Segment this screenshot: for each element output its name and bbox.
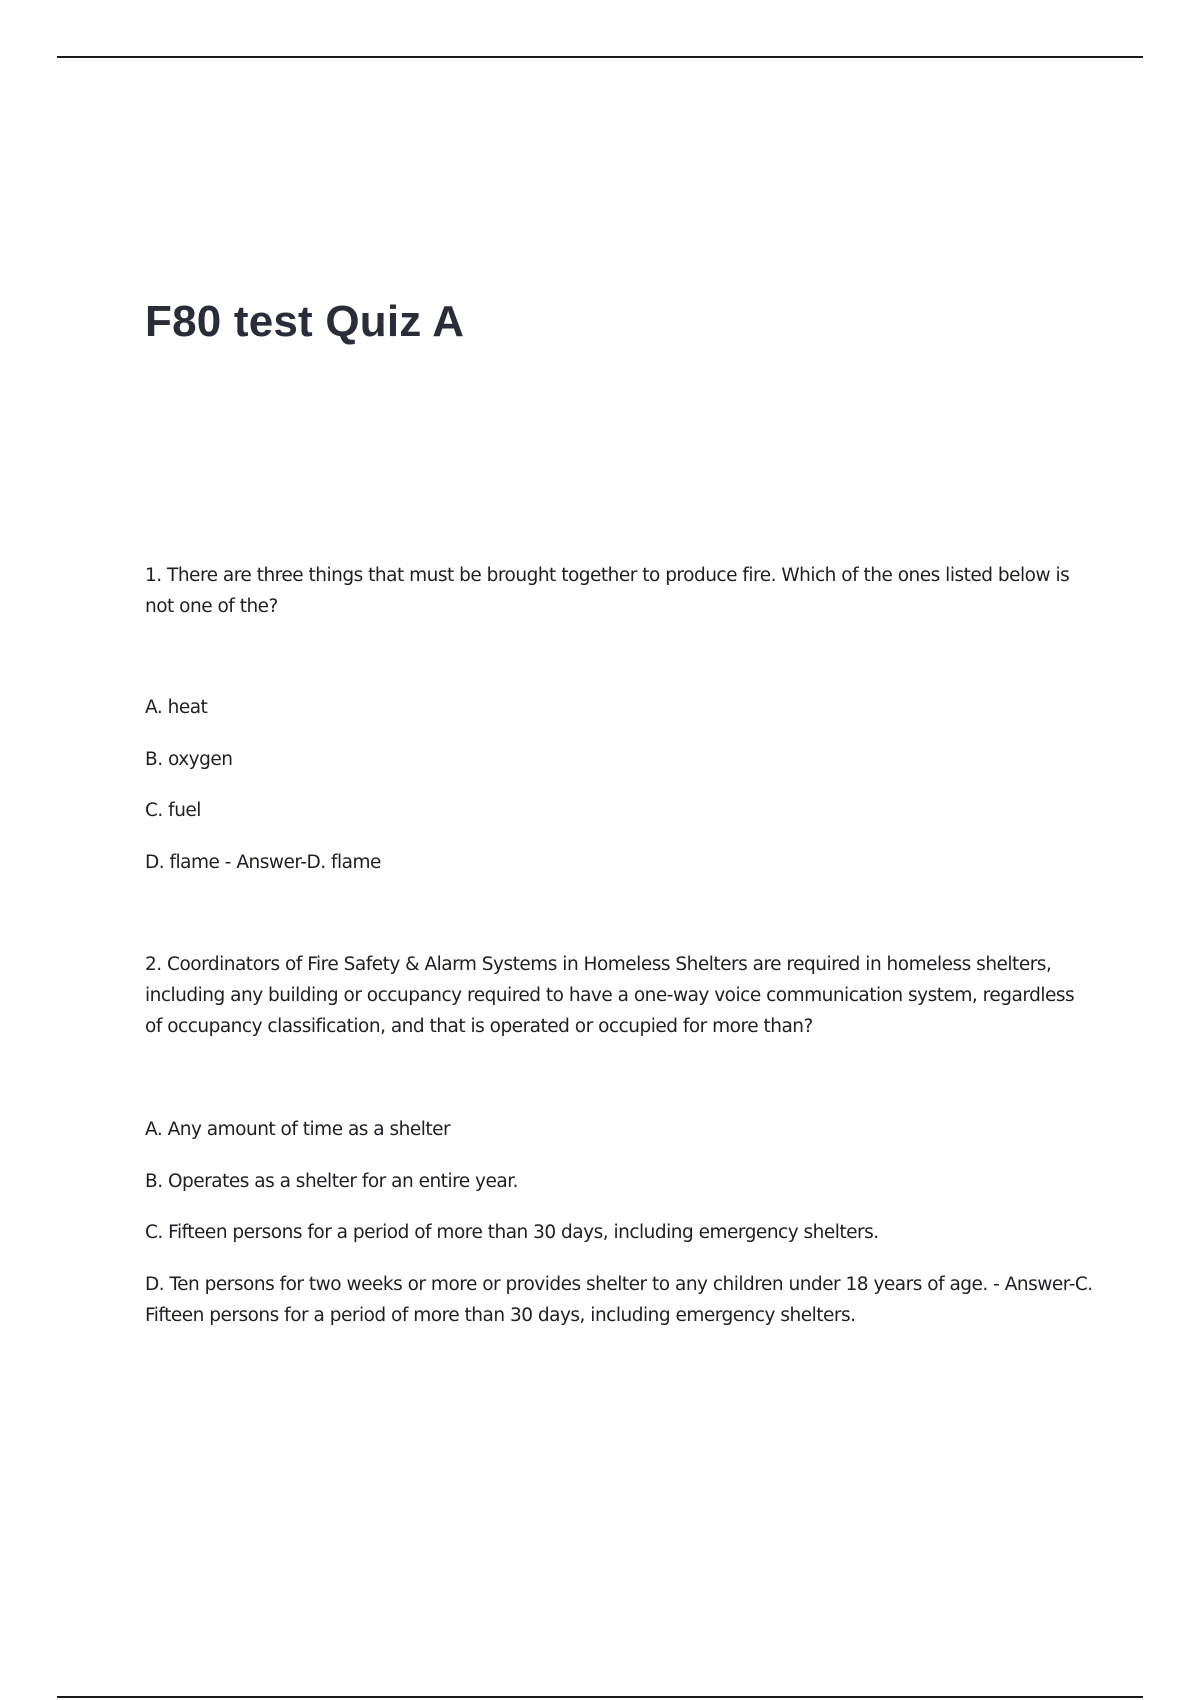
footer-rule bbox=[57, 1696, 1143, 1698]
document-title: F80 test Quiz A bbox=[145, 297, 465, 346]
question-2-option-c: C. Fifteen persons for a period of more than 30 days, including emergency shelters. bbox=[145, 1222, 879, 1243]
question-1-option-d-answer: D. flame - Answer-D. flame bbox=[145, 852, 381, 873]
question-2-text: 2. Coordinators of Fire Safety & Alarm Systems in Homeless Shelters are required in homeless shelters, including any building or occupancy required to have a one-way voice communication system, regardless of occupancy classification, and that is operated or occupied for more than? bbox=[145, 954, 1075, 1037]
question-1-text: 1. There are three things that must be brought together to produce fire. Which of the ones listed below is not one of the? bbox=[145, 565, 1070, 617]
question-1-option-b: B. oxygen bbox=[145, 749, 233, 770]
question-2-option-a: A. Any amount of time as a shelter bbox=[145, 1119, 451, 1140]
question-1-option-a: A. heat bbox=[145, 697, 208, 718]
question-2-option-d-answer: D. Ten persons for two weeks or more or provides shelter to any children under 18 years of age. - Answer-C. Fifteen persons for a period of more than 30 days, including emergency shelters. bbox=[145, 1274, 1093, 1326]
question-1-option-c: C. fuel bbox=[145, 800, 201, 821]
header-rule bbox=[57, 56, 1143, 58]
question-2-option-b: B. Operates as a shelter for an entire year. bbox=[145, 1171, 518, 1192]
